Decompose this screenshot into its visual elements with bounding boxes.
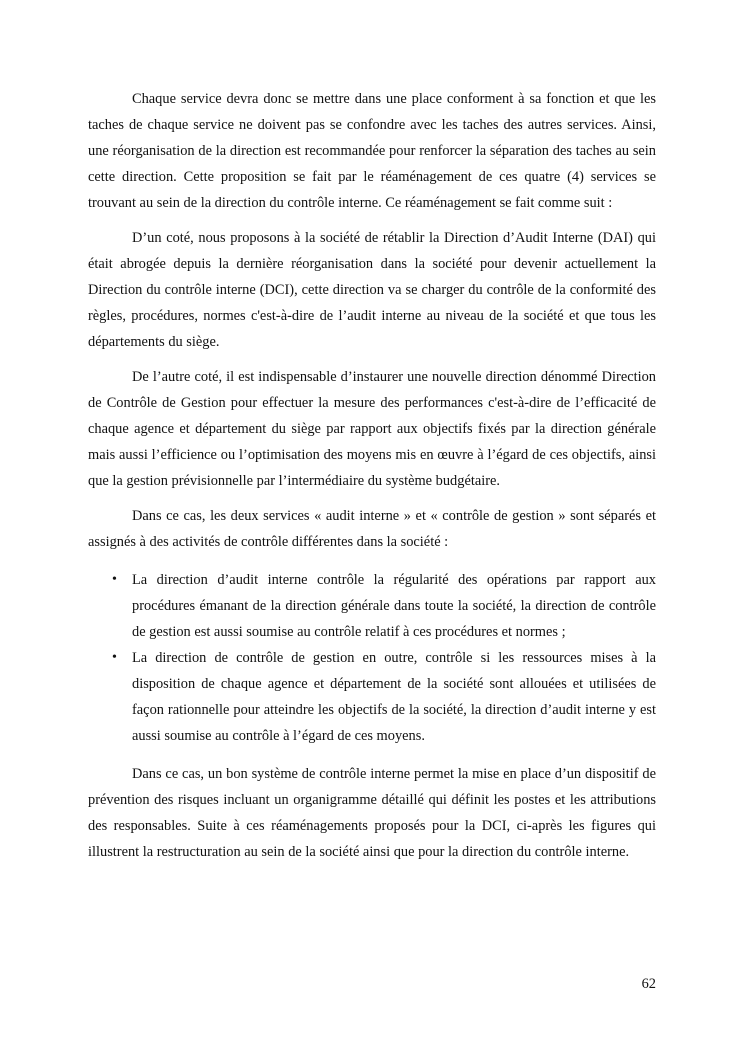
paragraph-services-separes: Dans ce cas, les deux services « audit interne » et « contrôle de gestion » sont séparés et assignés à des activités de contrôle différentes dans la société : (88, 508, 656, 550)
paragraph-dai: D’un coté, nous proposons à la société de rétablir la Direction d’Audit Interne (DAI) qui était abrogée depuis la dernière réorganisation dans la société pour devenir actuellement la Direction du contrôle interne (DCI), cette direction va se charger du contrôle de la conformité des règles, procédures, normes c'est-à-dire de l’audit interne au niveau de la société et que tous les départements du siège. (88, 230, 656, 350)
paragraph-closing: Dans ce cas, un bon système de contrôle interne permet la mise en place d’un dispositif de prévention des risques incluant un organigramme détaillé qui définit les postes et les attributions des responsables. Suite à ces réaménagements proposés pour la DCI, ci-après les figures qui illustrent la restructuration au sein de la société ainsi que pour la direction du contrôle interne. (88, 766, 656, 860)
bullet-icon: • (112, 650, 117, 665)
paragraph-intro: Chaque service devra donc se mettre dans une place conforment à sa fonction et que les taches de chaque service ne doivent pas se confondre avec les taches des autres services. Ainsi, une réorganisation de la direction est recommandée pour renforcer la séparation des taches au sein cette direction. Cette proposition se fait par le réaménagement de ces quatre (4) services se trouvant au sein de la direction du contrôle interne. Ce réaménagement se fait comme suit : (88, 91, 656, 211)
page-body (88, 86, 656, 865)
bullet-list (88, 567, 656, 749)
paragraph-controle-gestion: De l’autre coté, il est indispensable d’instaurer une nouvelle direction dénommé Direction de Contrôle de Gestion pour effectuer la mesure des performances c'est-à-dire de l’efficacité de chaque agence et département du siège par rapport aux objectifs fixés par la direction générale mais aussi l’efficience ou l’optimisation des moyens mis en œuvre à l’égard de ces objectifs, ainsi que la gestion prévisionnelle par l’intermédiaire du système budgétaire. (88, 369, 656, 489)
list-item-text: La direction de contrôle de gestion en outre, contrôle si les ressources mises à la disposition de chaque agence et département de la société sont allouées et utilisées de façon rationnelle pour atteindre les objectifs de la société, la direction d’audit interne y est aussi soumise au contrôle à l’égard de ces moyens. (132, 650, 656, 744)
list-item-text: La direction d’audit interne contrôle la régularité des opérations par rapport aux procédures émanant de la direction générale dans toute la société, la direction de contrôle de gestion est aussi soumise au contrôle relatif à ces procédures et normes ; (132, 572, 656, 640)
list-item (88, 645, 656, 749)
list-item (88, 567, 656, 645)
page-number: 62 (641, 976, 656, 992)
bullet-icon: • (112, 572, 117, 587)
